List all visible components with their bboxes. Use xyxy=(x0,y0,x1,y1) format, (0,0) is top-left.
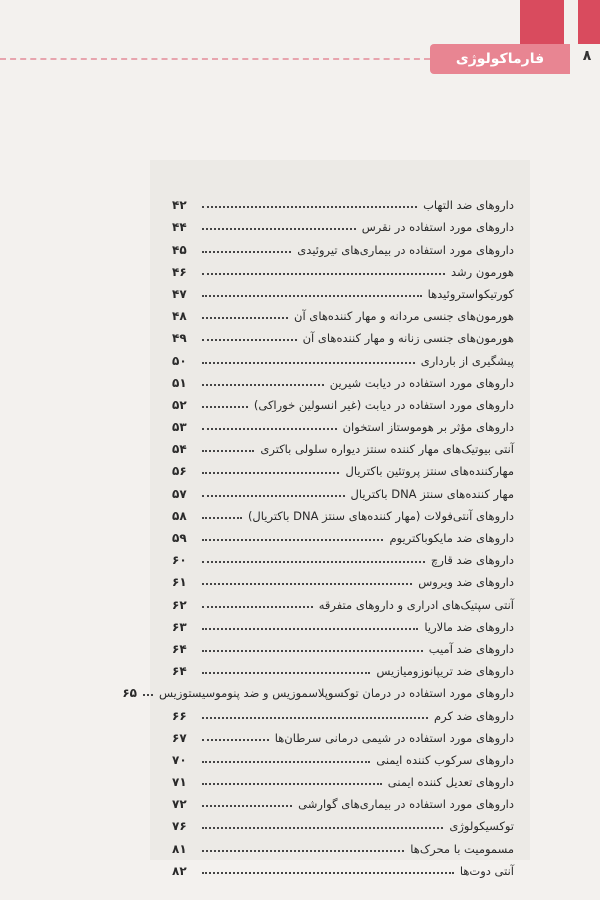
toc-dot-leader xyxy=(202,672,370,674)
toc-entry-page-number: ۵۸ xyxy=(172,508,187,523)
toc-entry[interactable] xyxy=(172,745,514,767)
toc-dot-leader xyxy=(202,406,248,408)
toc-entry-page-number: ۷۰ xyxy=(172,752,187,767)
corner-decoration xyxy=(520,0,600,44)
toc-dot-leader xyxy=(202,628,418,630)
toc-entry-page-number: ۵۲ xyxy=(172,397,187,412)
toc-entry[interactable] xyxy=(172,612,514,634)
toc-entry-title: هورمون رشد xyxy=(451,264,514,279)
toc-entry-title: کورتیکواستروئیدها xyxy=(427,286,514,301)
toc-entry-page-number: ۴۷ xyxy=(172,286,187,301)
toc-entry-title: توکسیکولوژی xyxy=(449,819,514,834)
corner-decoration-stripe xyxy=(564,0,578,44)
toc-dot-leader xyxy=(202,783,382,785)
toc-entry-page-number: ۵۶ xyxy=(172,464,187,479)
toc-entry-page-number: ۴۲ xyxy=(172,198,187,213)
toc-entry-title: داروهای ضد کرم xyxy=(433,708,514,723)
toc-dot-leader xyxy=(202,317,288,319)
toc-dot-leader xyxy=(202,295,422,297)
toc-entry[interactable] xyxy=(172,212,514,234)
toc-entry[interactable] xyxy=(172,456,514,478)
toc-entry-title: داروهای سرکوب کننده ایمنی xyxy=(376,752,514,767)
toc-entry-page-number: ۶۱ xyxy=(172,575,187,590)
toc-entry-title: داروهای ضد آمیب xyxy=(428,641,514,656)
toc-entry-page-number: ۴۴ xyxy=(172,220,187,235)
toc-entry[interactable] xyxy=(172,434,514,456)
toc-dot-leader xyxy=(202,850,404,852)
toc-entry[interactable] xyxy=(172,656,514,678)
toc-dot-leader xyxy=(202,517,242,519)
toc-entry-page-number: ۸۲ xyxy=(172,863,187,878)
toc-entry[interactable] xyxy=(172,234,514,256)
toc-entry-page-number: ۶۳ xyxy=(172,619,187,634)
toc-dot-leader xyxy=(202,539,383,541)
toc-entry[interactable] xyxy=(172,811,514,833)
toc-entry-title: داروهای مورد استفاده در دیابت شیرین xyxy=(329,375,514,390)
toc-entry-title: آنتی دوت‌ها xyxy=(459,863,514,878)
toc-dot-leader xyxy=(202,761,370,763)
toc-entry-title: پیشگیری از بارداری xyxy=(420,353,514,368)
toc-entry-title: داروهای ضد ویروس xyxy=(418,575,514,590)
toc-entry-title: مهارکننده‌های سنتز پروتئین باکتریال xyxy=(345,464,514,479)
toc-entry-title: هورمون‌های جنسی مردانه و مهار کننده‌های آن xyxy=(294,309,514,324)
toc-entry[interactable] xyxy=(172,390,514,412)
toc-dot-leader xyxy=(202,384,324,386)
chapter-title-tab xyxy=(430,44,570,74)
toc-entry[interactable] xyxy=(172,301,514,323)
toc-entry-page-number: ۶۴ xyxy=(172,641,187,656)
toc-entry-page-number: ۶۲ xyxy=(172,597,187,612)
toc-entry-title: داروهای مورد استفاده در دیابت (غیر انسولین خوراکی) xyxy=(253,397,514,412)
toc-entry[interactable] xyxy=(172,856,514,878)
toc-entry-title: داروهای ضد تریپانوزومیازیس xyxy=(376,664,514,679)
toc-entry-page-number: ۶۵ xyxy=(122,686,137,701)
toc-entry[interactable] xyxy=(172,412,514,434)
toc-entry-page-number: ۷۶ xyxy=(172,819,187,834)
toc-dot-leader xyxy=(202,827,443,829)
toc-entry-title: داروهای ضد قارچ xyxy=(430,553,514,568)
toc-entry[interactable] xyxy=(172,323,514,345)
toc-dot-leader xyxy=(202,606,313,608)
toc-entry-page-number: ۷۲ xyxy=(172,797,187,812)
toc-entry-page-number: ۴۸ xyxy=(172,309,187,324)
toc-entry-page-number: ۵۹ xyxy=(172,531,187,545)
toc-dot-leader xyxy=(202,805,292,807)
toc-dot-leader xyxy=(202,428,337,430)
toc-entry-title: مسمومیت با محرک‌ها xyxy=(410,841,514,856)
toc-entry-title: داروهای مورد استفاده در بیماری‌های تیروئیدی xyxy=(297,242,514,257)
toc-dot-leader xyxy=(202,495,345,497)
toc-entry-page-number: ۵۰ xyxy=(172,353,187,368)
header-dashed-line xyxy=(0,58,430,60)
toc-entry[interactable] xyxy=(172,257,514,279)
toc-entry-page-number: ۶۷ xyxy=(172,730,187,745)
toc-entry-page-number: ۷۱ xyxy=(172,775,187,790)
toc-entry[interactable] xyxy=(172,833,514,855)
toc-dot-leader xyxy=(202,650,423,652)
toc-entry-title: آنتی سپتیک‌های ادراری و داروهای متفرقه xyxy=(318,597,514,612)
toc-entry-title: داروهای مورد استفاده در شیمی درمانی سرطان‌ها xyxy=(274,730,514,745)
toc-entry[interactable] xyxy=(172,634,514,656)
toc-entry-title: داروهای ضد مایکوباکتریوم xyxy=(389,531,514,545)
toc-entry[interactable] xyxy=(172,589,514,611)
toc-entry[interactable] xyxy=(122,678,514,701)
toc-entry-title: داروهای مورد استفاده در بیماری‌های گوارشی xyxy=(298,797,514,812)
toc-dot-leader xyxy=(202,583,412,585)
toc-entry[interactable] xyxy=(172,279,514,301)
toc-entry-page-number: ۴۵ xyxy=(172,242,187,257)
toc-entry-page-number: ۵۱ xyxy=(172,375,187,390)
toc-entry-page-number: ۶۴ xyxy=(172,664,187,679)
toc-dot-leader xyxy=(202,872,454,874)
toc-entry[interactable] xyxy=(172,523,514,545)
toc-entry[interactable] xyxy=(172,190,514,212)
table-of-contents xyxy=(122,190,514,878)
toc-dot-leader xyxy=(202,362,415,364)
toc-entry-title: داروهای آنتی‌فولات (مهار کننده‌های سنتز DNA باکتریال) xyxy=(247,508,514,523)
toc-dot-leader xyxy=(202,450,254,452)
toc-entry-title: مهار کننده‌های سنتز DNA باکتریال xyxy=(350,486,514,501)
toc-dot-leader xyxy=(202,206,417,208)
toc-entry-title: داروهای مؤثر بر هوموستاز استخوان xyxy=(342,420,514,435)
toc-entry[interactable] xyxy=(172,345,514,367)
toc-entry-title: داروهای ضد مالاریا xyxy=(424,619,514,634)
toc-dot-leader xyxy=(202,561,425,563)
toc-entry[interactable] xyxy=(172,767,514,789)
toc-dot-leader xyxy=(202,228,356,230)
toc-dot-leader xyxy=(202,273,445,275)
toc-dot-leader xyxy=(202,339,297,341)
toc-entry-page-number: ۵۴ xyxy=(172,442,187,457)
toc-entry-page-number: ۶۶ xyxy=(172,708,187,723)
toc-entry-page-number: ۸۱ xyxy=(172,841,187,856)
toc-entry-page-number: ۶۰ xyxy=(172,553,187,568)
toc-entry-title: آنتی بیوتیک‌های مهار کننده سنتز دیواره سلولی باکتری xyxy=(260,442,514,457)
toc-entry-title: داروهای تعدیل کننده ایمنی xyxy=(387,775,514,790)
toc-dot-leader xyxy=(202,251,291,253)
toc-entry[interactable] xyxy=(172,723,514,745)
toc-entry[interactable] xyxy=(172,368,514,390)
toc-dot-leader xyxy=(202,472,339,474)
toc-entry-page-number: ۴۶ xyxy=(172,264,187,279)
toc-entry-page-number: ۵۳ xyxy=(172,420,187,435)
toc-entry[interactable] xyxy=(172,789,514,811)
toc-entry-page-number: ۴۹ xyxy=(172,331,187,346)
toc-entry[interactable] xyxy=(172,545,514,567)
toc-dot-leader xyxy=(143,694,153,696)
toc-entry[interactable] xyxy=(172,567,514,589)
toc-entry-title: داروهای ضد التهاب xyxy=(423,198,514,213)
page-number: ۸ xyxy=(582,48,592,64)
toc-dot-leader xyxy=(202,717,428,719)
toc-entry-title: داروهای مورد استفاده در نقرس xyxy=(361,220,514,235)
toc-dot-leader xyxy=(202,739,269,741)
toc-entry-page-number: ۵۷ xyxy=(172,486,187,501)
toc-entry-title: هورمون‌های جنسی زنانه و مهار کننده‌های آن xyxy=(302,331,514,346)
toc-entry[interactable] xyxy=(172,700,514,722)
toc-entry-title: داروهای مورد استفاده در درمان توکسوپلاسموزیس و ضد پنوموسیستوزیس xyxy=(158,686,514,701)
toc-entry[interactable] xyxy=(172,501,514,523)
chapter-title: فارماکولوژی xyxy=(455,51,545,67)
toc-entry[interactable] xyxy=(172,478,514,500)
